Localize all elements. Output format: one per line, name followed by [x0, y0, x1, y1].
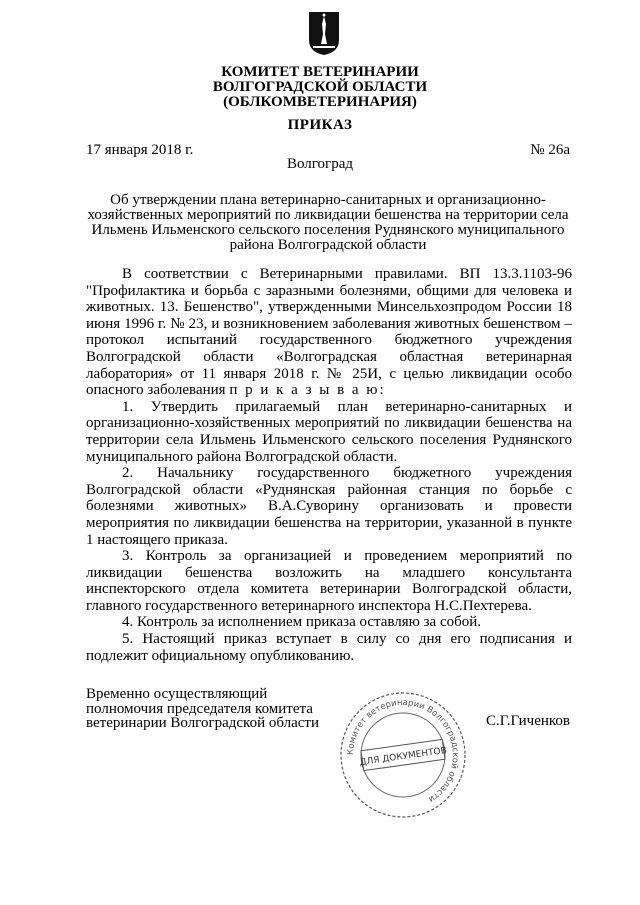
preamble-paragraph — [86, 266, 572, 399]
order-word: п р и к а з ы в а ю: — [229, 382, 386, 399]
signer-title-line: ветеринарии Волгоградской области — [86, 715, 319, 731]
coat-of-arms-icon — [307, 10, 341, 56]
stamp-ring-text: Комитет ветеринарии Волгоградской области — [345, 697, 461, 805]
signer-name: С.Г.Гиченков — [486, 713, 570, 729]
subject-line: Ильмень Ильменского сельского поселения Руднянского муниципального — [91, 222, 565, 238]
preamble-text: В соответствии с Ветеринарными правилами. ВП 13.3.1103-96 "Профилактика и борьба с заразными болезнями, общими для человека и животных. 13. Бешенство", утвержденными Минсельхозпродом России 18 июня 1996 г. № 23, и возникновением заболевания животных бешенством – протокол испытаний государственного бюджетного учреждения Волгоградской области «Волгоградская областная ветеринарная лаборатория» от 11 января 2018 г. № 25И, с целью ликвидации особо опасного заболевания — [86, 266, 572, 399]
org-name-line3: (ОБЛКОМВЕТЕРИНАРИЯ) — [223, 94, 417, 110]
subject-line: Об утверждении плана ветеринарно-санитарных и организационно- — [110, 192, 546, 208]
org-name-line1: КОМИТЕТ ВЕТЕРИНАРИИ — [221, 64, 419, 80]
signer-title-line: Временно осуществляющий — [86, 686, 268, 702]
document-type: ПРИКАЗ — [287, 117, 353, 133]
order-item-3: 3. Контроль за организацией и проведением мероприятий по ликвидации бешенства возложить на младшего консультанта инспекторского отдела комитета ветеринарии Волгоградской области, главного государственного ветеринарного инспектора Н.С.Пехтерева. — [86, 548, 572, 614]
order-item-1: 1. Утвердить прилагаемый план ветеринарно-санитарных и организационно-хозяйственных мероприятий по ликвидации бешенства на территории села Ильмень Ильменского сельского поселения Руднянского муниципального района Волгоградской области. — [86, 398, 572, 465]
official-stamp — [338, 690, 468, 820]
order-item-5: 5. Настоящий приказ вступает в силу со дня его подписания и подлежит официальному опубликованию. — [86, 631, 572, 664]
signer-title-line: полномочия председателя комитета — [86, 700, 313, 717]
org-name-line2: ВОЛГОГРАДСКОЙ ОБЛАСТИ — [212, 79, 428, 95]
stamp-center-text: ДЛЯ ДОКУМЕНТОВ — [359, 745, 448, 769]
signer-title — [86, 687, 319, 731]
document-subject — [86, 193, 570, 253]
order-item-4: 4. Контроль за исполнением приказа оставляю за собой. — [122, 614, 482, 631]
document-date: 17 января 2018 г. — [86, 142, 194, 158]
subject-line: района Волгоградской области — [229, 237, 427, 253]
document-city: Волгоград — [286, 156, 353, 172]
document-number: № 26а — [530, 142, 570, 158]
order-item-2: 2. Начальнику государственного бюджетного учреждения Волгоградской области «Руднянская районная станция по борьбе с болезнями животных» В.А.Суворину организовать и провести мероприятия по ликвидации бешенства на территории, указанной в пункте 1 настоящего приказа. — [86, 465, 572, 548]
subject-line: хозяйственных мероприятий по ликвидации бешенства на территории села — [87, 207, 569, 223]
document-body — [86, 266, 572, 664]
